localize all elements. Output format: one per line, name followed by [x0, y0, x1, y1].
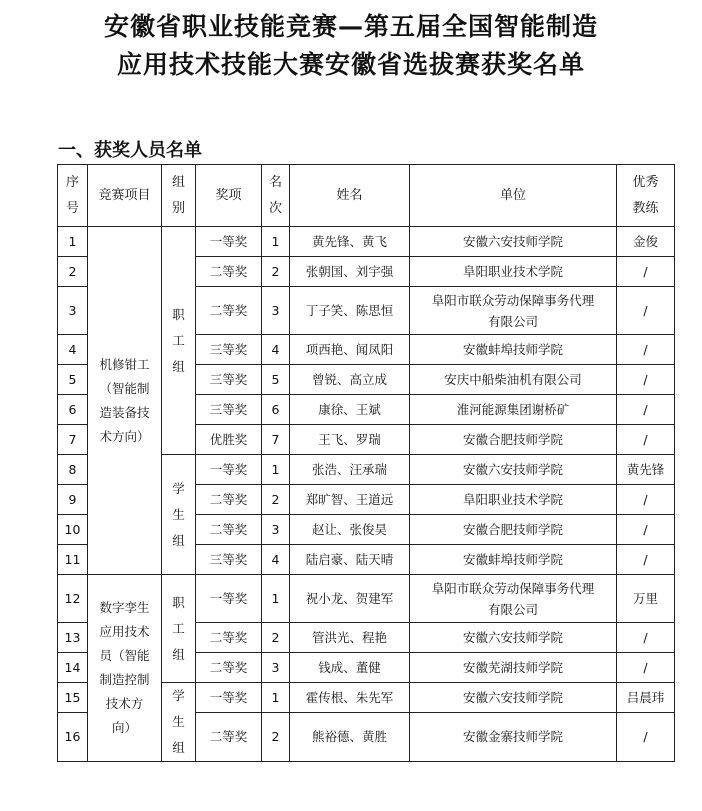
cell-name: 赵让、张俊昊 [290, 515, 410, 545]
group-char: 职 [172, 306, 185, 322]
cell-award: 二等奖 [196, 515, 262, 545]
cell-coach: / [617, 515, 675, 545]
unit-line: 淮河能源集团谢桥矿 [456, 401, 570, 417]
cell-rank: 1 [262, 683, 290, 713]
document-title [0, 8, 702, 84]
unit-line: 安徽六安技师学院 [462, 689, 563, 705]
unit-line: 安徽蚌埠技师学院 [462, 551, 563, 567]
cell-project [88, 575, 162, 762]
cell-seq: 9 [58, 485, 88, 515]
cell-rank: 6 [262, 395, 290, 425]
header-group-text: 组 [171, 174, 185, 190]
cell-name: 郑旷智、王道远 [290, 485, 410, 515]
unit-line: 有限公司 [487, 601, 538, 617]
header-coach-text: 优秀 [632, 174, 659, 190]
cell-seq: 3 [58, 287, 88, 335]
cell-unit [410, 515, 617, 545]
header-project [88, 165, 162, 227]
cell-unit [410, 257, 617, 287]
unit-line: 安庆中船柴油机有限公司 [444, 371, 582, 387]
header-seq-text: 号 [65, 200, 79, 216]
cell-seq: 5 [58, 365, 88, 395]
header-rank-text: 次 [268, 200, 282, 216]
cell-rank: 2 [262, 485, 290, 515]
cell-coach: / [617, 257, 675, 287]
cell-coach: / [617, 365, 675, 395]
cell-award: 二等奖 [196, 713, 262, 762]
cell-unit [410, 683, 617, 713]
cell-award: 二等奖 [196, 485, 262, 515]
project-line: 术方向） [99, 428, 150, 444]
cell-name: 祝小龙、贺建军 [290, 575, 410, 623]
cell-rank: 4 [262, 335, 290, 365]
cell-name: 曾锐、高立成 [290, 365, 410, 395]
header-seq-text: 序 [65, 174, 79, 190]
group-char: 生 [172, 714, 185, 729]
cell-rank: 1 [262, 575, 290, 623]
awards-table [57, 164, 675, 762]
project-line: 应用技术 [99, 624, 150, 639]
cell-rank: 4 [262, 545, 290, 575]
unit-line: 阜阳市联众劳动保障事务代理 [431, 292, 595, 308]
cell-group [162, 683, 196, 762]
project-line: 造装备技 [99, 404, 150, 420]
cell-coach: 吕晨玮 [617, 683, 675, 713]
cell-unit [410, 227, 617, 257]
cell-seq: 11 [58, 545, 88, 575]
cell-award: 一等奖 [196, 683, 262, 713]
cell-award: 三等奖 [196, 395, 262, 425]
cell-name: 管洪光、程艳 [290, 623, 410, 653]
header-project-text: 竞赛项目 [98, 187, 151, 203]
group-char: 学 [172, 688, 185, 703]
cell-name: 丁子笑、陈思恒 [290, 287, 410, 335]
cell-seq: 16 [58, 713, 88, 762]
cell-coach: 金俊 [617, 227, 675, 257]
cell-name: 项西艳、闻凤阳 [290, 335, 410, 365]
header-rank [262, 165, 290, 227]
cell-award: 三等奖 [196, 365, 262, 395]
header-group [162, 165, 196, 227]
cell-award: 优胜奖 [196, 425, 262, 455]
title-line-1: 安徽省职业技能竞赛—第五届全国智能制造 [103, 12, 598, 41]
cell-seq: 8 [58, 455, 88, 485]
header-award [196, 165, 262, 227]
table-row [58, 227, 675, 257]
unit-line: 安徽合肥技师学院 [462, 431, 563, 447]
cell-unit [410, 455, 617, 485]
cell-seq: 6 [58, 395, 88, 425]
group-char: 职 [172, 594, 185, 610]
group-char: 组 [172, 358, 185, 374]
cell-unit [410, 365, 617, 395]
cell-group [162, 455, 196, 575]
cell-unit [410, 395, 617, 425]
cell-rank: 1 [262, 227, 290, 257]
unit-line: 安徽六安技师学院 [462, 461, 563, 477]
cell-seq: 2 [58, 257, 88, 287]
project-line: 机修钳工 [99, 356, 150, 372]
cell-rank: 3 [262, 287, 290, 335]
cell-seq: 14 [58, 653, 88, 683]
cell-seq: 15 [58, 683, 88, 713]
project-line: 数字孪生 [99, 600, 150, 615]
header-award-text: 奖项 [215, 187, 242, 203]
cell-project [88, 227, 162, 575]
cell-unit [410, 653, 617, 683]
cell-group [162, 575, 196, 683]
cell-unit [410, 335, 617, 365]
project-line: 技术方 [105, 696, 144, 711]
header-name-text: 姓名 [336, 187, 363, 203]
cell-name: 熊裕德、黄胜 [290, 713, 410, 762]
cell-coach: / [617, 713, 675, 762]
cell-award: 三等奖 [196, 335, 262, 365]
group-char: 学 [172, 480, 185, 496]
cell-name: 张浩、汪承瑞 [290, 455, 410, 485]
cell-coach: / [617, 545, 675, 575]
cell-award: 二等奖 [196, 257, 262, 287]
table-row [58, 575, 675, 623]
header-row [58, 165, 675, 227]
group-char: 工 [172, 620, 185, 636]
cell-award: 二等奖 [196, 653, 262, 683]
header-rank-text: 名 [268, 174, 282, 190]
cell-coach: 黄先锋 [617, 455, 675, 485]
cell-unit [410, 425, 617, 455]
unit-line: 安徽合肥技师学院 [462, 521, 563, 537]
cell-seq: 12 [58, 575, 88, 623]
cell-seq: 4 [58, 335, 88, 365]
cell-unit [410, 485, 617, 515]
cell-seq: 10 [58, 515, 88, 545]
group-char: 生 [172, 506, 185, 522]
project-line: （智能制 [99, 380, 150, 396]
cell-seq: 7 [58, 425, 88, 455]
cell-award: 二等奖 [196, 623, 262, 653]
cell-rank: 3 [262, 653, 290, 683]
cell-unit [410, 575, 617, 623]
cell-coach: / [617, 623, 675, 653]
cell-coach: / [617, 335, 675, 365]
cell-seq: 1 [58, 227, 88, 257]
header-seq [58, 165, 88, 227]
group-char: 组 [172, 532, 185, 548]
cell-rank: 3 [262, 515, 290, 545]
cell-award: 一等奖 [196, 575, 262, 623]
header-unit [410, 165, 617, 227]
title-line-2: 应用技术技能大赛安徽省选拔赛获奖名单 [116, 50, 585, 79]
unit-line: 阜阳职业技术学院 [462, 491, 563, 507]
section-heading: 一、获奖人员名单 [58, 140, 202, 161]
unit-line: 有限公司 [487, 313, 538, 329]
unit-line: 安徽六安技师学院 [462, 233, 563, 249]
cell-name: 王飞、罗瑞 [290, 425, 410, 455]
header-coach [617, 165, 675, 227]
header-name [290, 165, 410, 227]
unit-line: 安徽芜湖技师学院 [462, 659, 563, 675]
group-char: 组 [172, 646, 185, 662]
cell-name: 张朝国、刘宇强 [290, 257, 410, 287]
header-group-text: 别 [171, 200, 185, 216]
cell-coach: / [617, 395, 675, 425]
cell-rank: 5 [262, 365, 290, 395]
cell-name: 钱成、董健 [290, 653, 410, 683]
cell-unit [410, 545, 617, 575]
header-coach-text: 教练 [632, 200, 659, 216]
cell-name: 康徐、王斌 [290, 395, 410, 425]
project-line: 员（智能 [99, 648, 150, 663]
cell-unit [410, 623, 617, 653]
unit-line: 阜阳职业技术学院 [462, 263, 563, 279]
cell-rank: 7 [262, 425, 290, 455]
cell-coach: / [617, 425, 675, 455]
cell-group [162, 227, 196, 455]
cell-coach: 万里 [617, 575, 675, 623]
group-char: 工 [172, 332, 185, 348]
project-line: 制造控制 [99, 672, 150, 687]
cell-coach: / [617, 287, 675, 335]
unit-line: 安徽六安技师学院 [462, 629, 563, 645]
cell-award: 三等奖 [196, 545, 262, 575]
unit-line: 安徽金寨技师学院 [462, 729, 563, 745]
cell-seq: 13 [58, 623, 88, 653]
unit-line: 安徽蚌埠技师学院 [462, 341, 563, 357]
cell-rank: 2 [262, 623, 290, 653]
cell-name: 陆启豪、陆天晴 [290, 545, 410, 575]
project-line: 向） [111, 720, 137, 735]
cell-rank: 1 [262, 455, 290, 485]
cell-coach: / [617, 485, 675, 515]
cell-name: 黄先锋、黄飞 [290, 227, 410, 257]
unit-line: 阜阳市联众劳动保障事务代理 [431, 580, 595, 596]
cell-name: 霍传根、朱先军 [290, 683, 410, 713]
cell-rank: 2 [262, 713, 290, 762]
cell-unit [410, 287, 617, 335]
cell-award: 一等奖 [196, 227, 262, 257]
cell-coach: / [617, 653, 675, 683]
group-char: 组 [172, 740, 185, 755]
cell-award: 二等奖 [196, 287, 262, 335]
header-unit-text: 单位 [499, 187, 526, 203]
cell-unit [410, 713, 617, 762]
cell-rank: 2 [262, 257, 290, 287]
cell-award: 一等奖 [196, 455, 262, 485]
